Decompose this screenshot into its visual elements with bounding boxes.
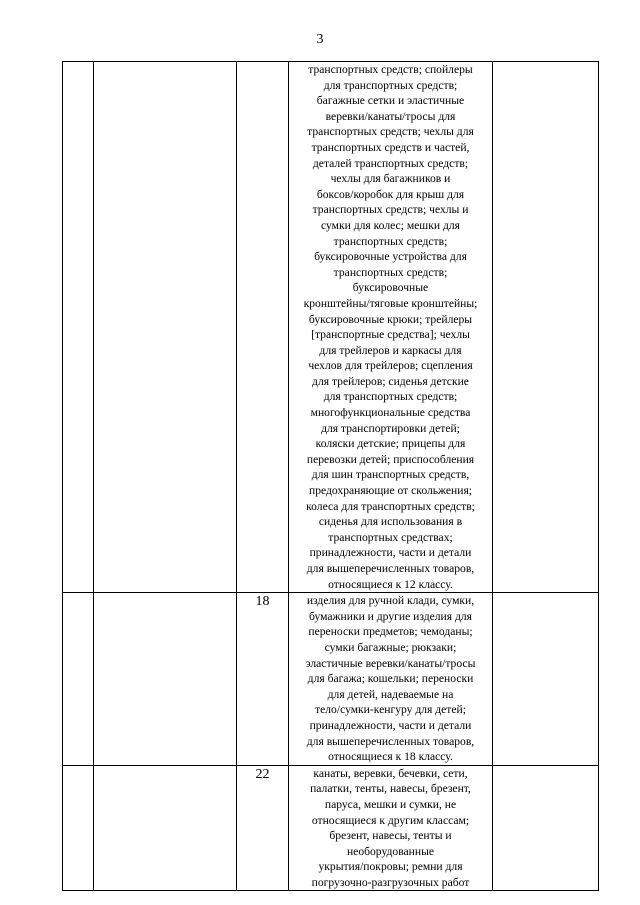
description-line: паруса, мешки и сумки, не (324, 797, 457, 811)
description-line: канаты, веревки, бечевки, сети, (313, 766, 468, 780)
description-line: транспортных средств; чехлы и (312, 203, 469, 217)
description-line: боксов/коробок для крыш для (316, 187, 465, 201)
description-line: коляски детские; прицепы для (315, 437, 466, 451)
description-line: предохраняющие от скольжения; (309, 484, 472, 498)
description-line: необорудованные (346, 844, 435, 858)
description-line: переноски предметов; чемоданы; (308, 625, 473, 639)
description-line: палатки, тенты, навесы, брезент, (310, 782, 471, 796)
description-line: тело/сумки-кенгуру для детей; (315, 703, 466, 717)
row-number-cell (63, 62, 94, 593)
description-line: транспортных средств; чехлы для (307, 125, 474, 139)
row-number-cell (63, 593, 94, 766)
description-line: транспортных средств; спойлеры (308, 63, 473, 76)
goods-description-cell (289, 62, 493, 593)
description-line: чехлов для трейлеров; сцепления (308, 359, 473, 373)
notes-cell (493, 765, 599, 891)
description-line: сумки багажные; рюкзаки; (324, 640, 457, 654)
description-line: багажные сетки и эластичные (316, 94, 465, 108)
description-line: погрузочно-разгрузочных работ (311, 875, 470, 889)
description-line: сиденья для использования в (318, 515, 463, 529)
description-line: для шин транспортных средств, (311, 468, 470, 482)
name-cell (94, 593, 237, 766)
description-line: транспортных средств; (333, 265, 448, 279)
description-line: буксировочные (352, 281, 429, 295)
description-line: для трейлеров; сиденья детские (312, 374, 469, 388)
notes-cell (493, 62, 599, 593)
description-line: для вышеперечисленных товаров, (306, 734, 475, 748)
description-line: чехлы для багажников и (330, 172, 451, 186)
description-line: относящиеся к 12 классу. (328, 577, 453, 591)
description-line: буксировочные крюки; трейлеры (308, 312, 473, 326)
description-line: для вышеперечисленных товаров, (306, 562, 475, 575)
goods-table (62, 61, 599, 891)
class-number-cell: 22 (237, 765, 289, 891)
description-line: транспортных средств; (333, 234, 448, 248)
description-line: для транспортных средств; (323, 390, 458, 404)
table-row (63, 765, 599, 891)
name-cell (94, 62, 237, 593)
description-line: транспортных средств и частей, (311, 140, 470, 154)
class-number-cell: 18 (237, 593, 289, 766)
description-line: укрытия/покровы; ремни для (318, 860, 463, 874)
description-line: сумки для колес; мешки для (321, 218, 460, 232)
description-line: транспортных средствах; (328, 530, 453, 544)
description-line: деталей транспортных средств; (312, 156, 469, 170)
description-line: перевозки детей; приспособления (306, 452, 475, 466)
table-row (63, 62, 599, 593)
description-line: принадлежности, части и детали (309, 546, 472, 560)
description-line: для багажа; кошельки; переноски (307, 672, 474, 686)
description-line: брезент, навесы, тенты и (329, 829, 452, 843)
description-line: эластичные веревки/канаты/тросы (305, 656, 476, 670)
row-number-cell (63, 765, 94, 891)
description-line: относящиеся к другим классам; (311, 813, 470, 827)
description-line: изделия для ручной клади, сумки, (306, 594, 475, 608)
description-line: колеса для транспортных средств; (306, 499, 475, 513)
class-number-cell (237, 62, 289, 593)
description-line: буксировочные устройства для (314, 250, 467, 264)
name-cell (94, 765, 237, 891)
description-line: для детей, надеваемые на (327, 687, 454, 701)
description-line: для транспортных средств; (323, 78, 458, 92)
description-line: относящиеся к 18 классу. (328, 750, 453, 764)
goods-description-cell (289, 593, 493, 766)
table-row (63, 593, 599, 766)
description-line: [транспортные средства]; чехлы (311, 328, 470, 342)
notes-cell (493, 593, 599, 766)
description-line: веревки/канаты/тросы для (325, 109, 456, 123)
description-line: кронштейны/тяговые кронштейны; (303, 296, 478, 310)
description-line: многофункциональные средства (310, 406, 471, 420)
page-number: 3 (316, 32, 324, 47)
description-line: для транспортировки детей; (321, 421, 460, 435)
description-line: принадлежности, части и детали (309, 718, 472, 732)
description-line: для трейлеров и каркасы для (319, 343, 462, 357)
description-line: бумажники и другие изделия для (309, 609, 472, 623)
goods-description-cell (289, 765, 493, 891)
